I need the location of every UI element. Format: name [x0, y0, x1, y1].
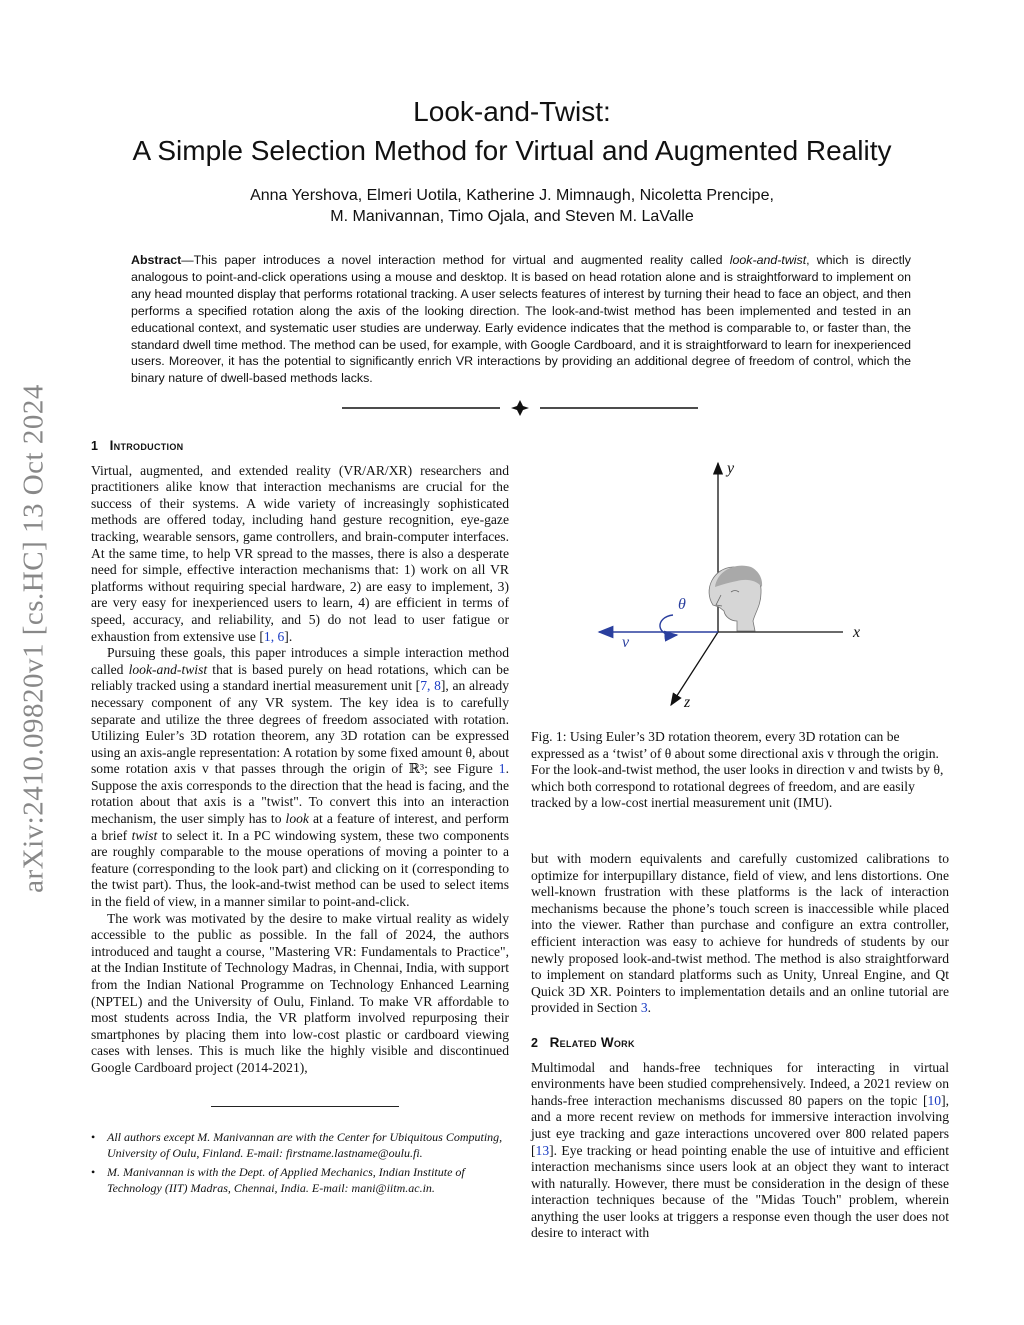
citation-link[interactable]: 1, 6 — [263, 628, 285, 644]
figure-link[interactable]: 1 — [498, 761, 506, 777]
label-y: y — [727, 460, 735, 477]
related-work-paragraph: Multimodal and hands-free techniques for interacting in virtual environments have been studied comprehensively. Indeed, a 2021 review on hands-free interaction mechanisms discussed 80 papers on the topic [10], and a more recent review on methods for immersive interaction involving just eye tracking and gaze interactions uncovered over 800 related papers [13]. Eye tracking or head pointing enable the use of intuitive and efficient interaction mechanisms since users look at an object they want to interact with naturally. However, there must be consideration in the design of these interaction techniques because of the "Midas Touch" problem, wherein anything the user looks at triggers a response even though the user does not desire to interact with — [531, 1059, 949, 1241]
figure-caption: Fig. 1: Using Euler’s 3D rotation theorem, every 3D rotation can be expressed as a ‘twist’ of θ about some directional axis v through the origin. For the look-and-twist method, the user looks in direction v and twists by θ, which both correspond to rotational degrees of freedom, and are easily tracked by a low-cost inertial measurement unit (IMU). — [531, 729, 944, 811]
label-z: z — [684, 694, 691, 711]
section-link[interactable]: 3 — [640, 1000, 648, 1016]
citation-link[interactable]: 7, 8 — [420, 678, 441, 694]
abstract-term: look-and-twist — [729, 253, 807, 267]
separator-star-icon — [511, 400, 529, 416]
intro-paragraph-3: The work was motivated by the desire to make virtual reality as widely accessible to the public as possible. In the fall of 2024, the authors introduced and taught a course, "Mastering VR: Fundamentals to Practice", at the Indian Institute of Technology Madras, in Chennai, India, with support from the Indian National Programme on Technology Enhanced Learning (NPTEL) and the University of Oulu, Finland. To make VR affordable to most students across India, the VR platform involved repurposing their smartphones by placing them into low-cost plastic or cardboard viewing cases with lenses. This is much like the highly visible and discontinued Google Cardboard project (2014-2021), — [91, 910, 509, 1075]
left-column — [91, 438, 509, 1077]
continued-paragraph: but with modern equivalents and carefully customized calibrations to optimize for interpupillary distance, field of view, and lens distortions. One well-known frustration with these platforms is the lack of interaction mechanisms because the phone’s touch screen is inaccessible while placed into the viewer. Rather than purchase and configure an extra controller, efficient interaction was easy to achieve for hundreds of students by our newly proposed look-and-twist method. The method is also straightforward to implement on standard platforms such as Unity, Unreal Engine, and Qt Quick 3D XR. Pointers to implementation details and an online tutorial are provided in Section 3. — [531, 851, 949, 1016]
abstract-text-cont: , which is directly analogous to point-and-click operations using a mouse and desktop. It is based on head rotation alone and is straightforward to implement on any head mounted display that performs rotational tracking. A user selects features of interest by turning their head to face an object, and then performs a specified rotation along the axis of the looking direction. The look-and-twist method has been implemented and tested in an educational context, and systematic user studies are underway. Early evidence indicates that the method is comparable to, or faster than, the standard dwell time method. The method can be used, for example, with Google Cardboard, and it is straightforward to learn for inexperienced users. Moreover, it has the potential to significantly enrich VR interactions by providing an additional degree of freedom of control, which the binary nature of dwell-based methods lacks. — [131, 253, 911, 386]
section-heading-related-work: 2 Related Work — [531, 1034, 635, 1050]
author-list — [0, 185, 1024, 227]
authors-line-1: Anna Yershova, Elmeri Uotila, Katherine J. Mimnaugh, Nicoletta Prencipe, — [250, 187, 774, 204]
footnote-item: • All authors except M. Manivannan are with the Center for Ubiquitous Computing, University of Oulu, Finland. E-mail: firstname.lastname@oulu.fi. — [91, 1130, 503, 1160]
label-x: x — [853, 624, 861, 641]
section-heading-introduction: 1 Introduction — [91, 438, 184, 453]
abstract-dash: — — [181, 253, 194, 267]
label-v: v — [622, 634, 630, 651]
arxiv-identifier: arXiv:2410.09820v1 [cs.HC] 13 Oct 2024 — [17, 384, 50, 893]
z-axis — [671, 632, 718, 705]
intro-paragraph-2: Pursuing these goals, this paper introduces a simple interaction method called look-and-twist that is based purely on head rotations, which can be reliably tracked using a standard inertial measurement unit [7, 8], an already necessary component of any VR system. The key idea is to carefully separate and utilize the three degrees of freedom associated with rotation. Utilizing Euler’s 3D rotation theorem, any 3D rotation can be expressed using an axis-angle representation: A rotation by some fixed amount θ, about some rotation axis v that passes through the origin of ℝ³; see Figure 1. Suppose the axis corresponds to the direction that the head is facing, and the rotation about that axis is a "twist". To convert this into an interaction mechanism, the user simply has to look at a feature of interest, and perform a brief twist to select it. In a PC windowing system, these two components are roughly comparable to the mouse operations of moving a pointer to a feature (corresponding to the look part) and clicking on it (corresponding to the twist part). Thus, the look-and-twist method can be used to select items in the field of view, in a manner similar to point-and-click. — [91, 645, 510, 910]
figure-rotation-axes — [585, 455, 915, 717]
footnotes — [91, 1129, 509, 1199]
footnote-item: • M. Manivannan is with the Dept. of Applied Mechanics, Indian Institute of Technology (IIT) Madras, Chennai, India. E-mail: mani@iitm.ac.in. — [91, 1165, 465, 1195]
intro-paragraph-1: Virtual, augmented, and extended reality (VR/AR/XR) researchers and practitioners alike know that interaction mechanisms are crucial for the success of their systems. A wide variety of increasingly sophisticated methods are offered today, including hand gesture recognition, eye-gaze tracking, wearable sensors, game controllers, and brain-computer interfaces. At the same time, to help VR spread to the masses, there is also a desperate need for simple, effective interaction mechanisms that: 1) work on all VR platforms without requiring special hardware, 2) are easy to implement, 3) are very easy for inexperienced users to learn, 4) are efficient in terms of speed, accuracy, and reliability, and 5) do not lead to user fatigue or exhaustion from extensive use [1, 6]. — [91, 462, 509, 644]
abstract — [131, 252, 911, 387]
title-line-1: Look-and-Twist: — [413, 96, 611, 127]
head-bust-icon — [709, 566, 762, 631]
abstract-label: Abstract — [131, 253, 182, 267]
footnote-rule — [211, 1106, 399, 1107]
paper-title — [0, 92, 1024, 170]
citation-link[interactable]: 10 — [927, 1092, 942, 1108]
right-column — [531, 851, 949, 1242]
authors-line-2: M. Manivannan, Timo Ojala, and Steven M. LaValle — [330, 208, 694, 225]
title-line-2: A Simple Selection Method for Virtual and Augmented Reality — [132, 135, 892, 166]
label-theta: θ — [678, 596, 686, 613]
section-separator — [342, 398, 698, 418]
abstract-text: This paper introduces a novel interaction method for virtual and augmented reality called — [193, 253, 730, 267]
citation-link[interactable]: 13 — [535, 1142, 550, 1158]
